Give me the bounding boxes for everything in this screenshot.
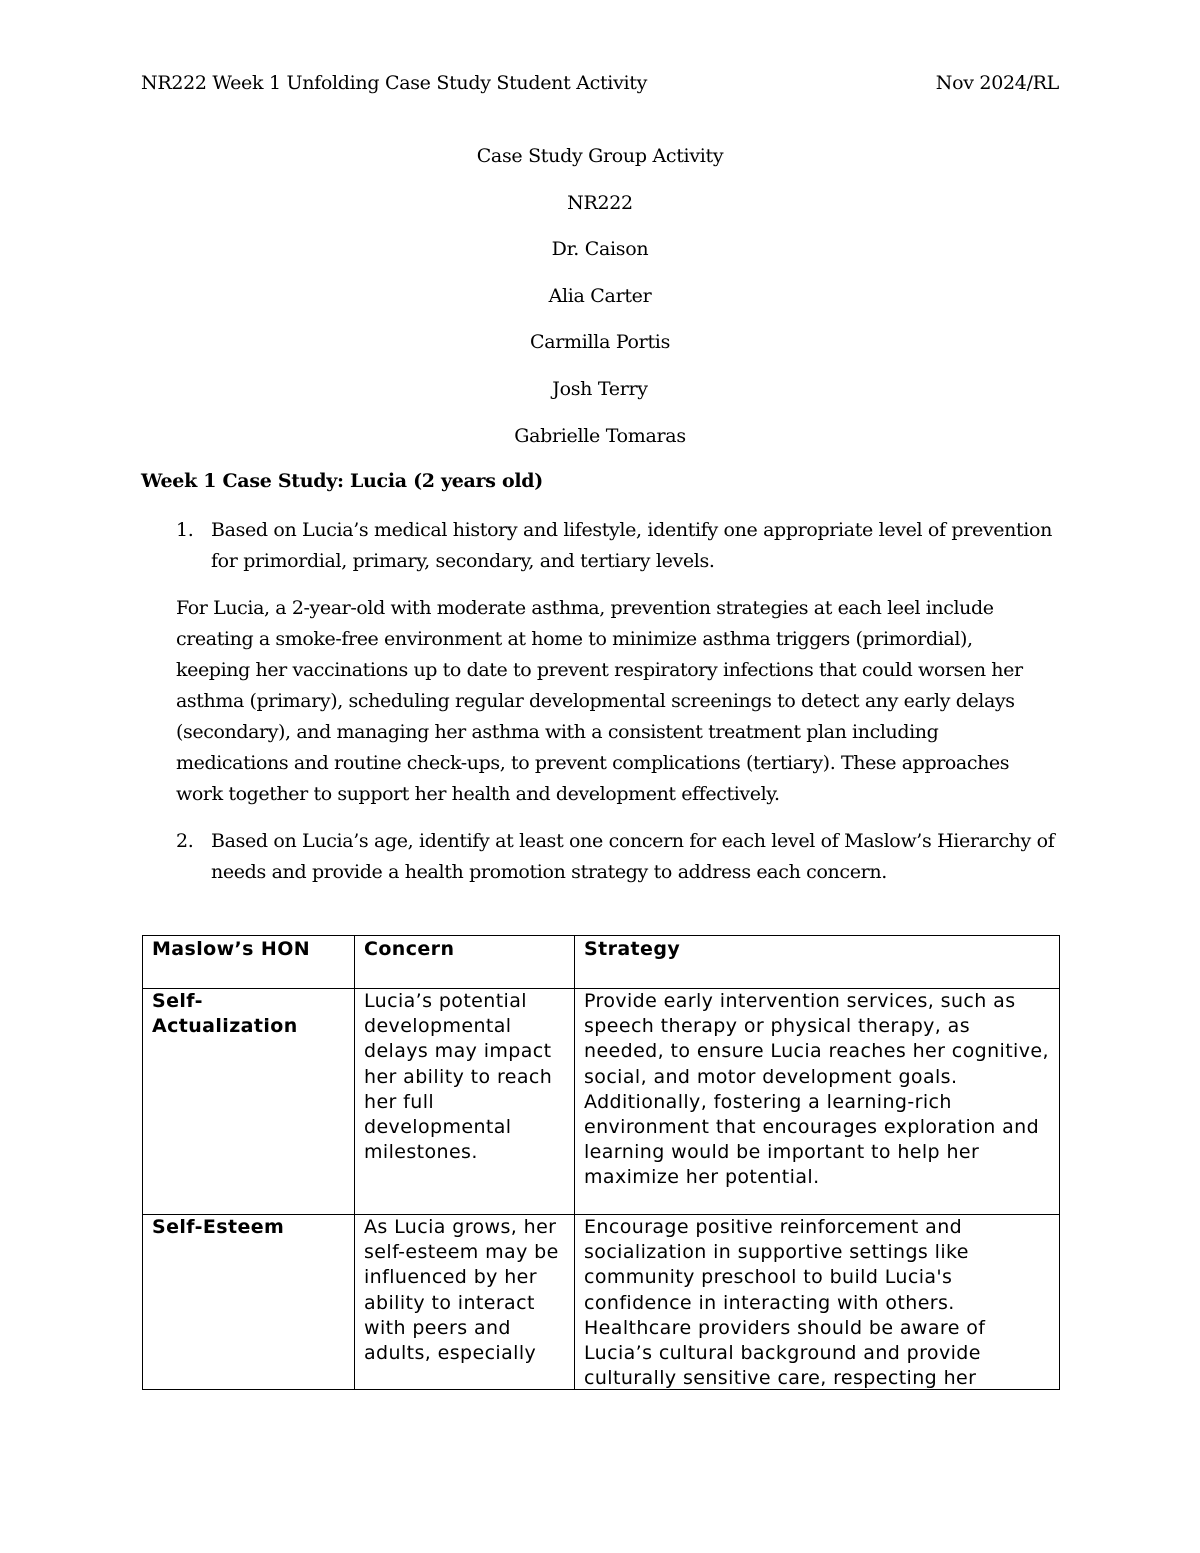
student-name: Gabrielle Tomaras — [514, 424, 686, 447]
header-date-code: Nov 2024/RL — [935, 72, 1059, 94]
question-1 — [176, 515, 1056, 577]
question-2 — [176, 826, 1056, 888]
activity-title: Case Study Group Activity — [476, 145, 724, 167]
student-name: Carmilla Portis — [529, 331, 671, 354]
page-header — [141, 72, 1059, 102]
table-row — [143, 1215, 1060, 1392]
header-course-title: NR222 Week 1 Unfolding Case Study Student Activity — [141, 72, 648, 94]
section-heading: Week 1 Case Study: Lucia (2 years old) — [141, 470, 543, 492]
column-header-maslow: Maslow’s HON — [143, 936, 355, 989]
strategy-cell: Encourage positive reinforcement and socialization in supportive settings like community preschool to build Lucia's confidence in interacting with others. Healthcare providers should be aware of Lucia’s cultural background and provide culturally sensitive care, respecting her — [575, 1215, 1060, 1392]
maslow-table — [142, 935, 1060, 1392]
title-block — [0, 142, 1200, 468]
table-header-row — [143, 936, 1060, 989]
column-header-concern: Concern — [355, 936, 575, 989]
column-header-strategy: Strategy — [575, 936, 1060, 989]
concern-cell: As Lucia grows, her self-esteem may be influenced by her ability to interact with peers and adults, especially — [355, 1215, 575, 1392]
maslow-level-cell: Self-Actualization — [143, 989, 355, 1215]
strategy-cell: Provide early intervention services, such as speech therapy or physical therapy, as needed, to ensure Lucia reaches her cognitive, social, and motor development goals. Additionally, fostering a learning-rich environment that encourages exploration and learning would be important to help her maximize her potential. — [575, 989, 1060, 1215]
page-cutoff — [140, 1390, 1065, 1450]
question-text: Based on Lucia’s medical history and lifestyle, identify one appropriate level of prevention for primordial, primary, secondary, and tertiary levels. — [211, 519, 1052, 572]
student-name: Josh Terry — [552, 377, 648, 400]
instructor-name: Dr. Caison — [551, 238, 649, 261]
maslow-level-cell: Self-Esteem — [143, 1215, 355, 1392]
concern-cell: Lucia’s potential developmental delays may impact her ability to reach her full developmental milestones. — [355, 989, 575, 1215]
table-row — [143, 989, 1060, 1215]
table-cutoff-border — [142, 1389, 1059, 1390]
student-name: Alia Carter — [548, 284, 652, 307]
answer-1: For Lucia, a 2-year-old with moderate asthma, prevention strategies at each leel include creating a smoke-free environment at home to minimize asthma triggers (primordial), keeping her vaccinations up to date to prevent respiratory infections that could worsen her asthma (primary), scheduling regular developmental screenings to detect any early delays (secondary), and managing her asthma with a consistent treatment plan including medications and routine check-ups, to prevent complications (tertiary). These approaches work together to support her health and development effectively. — [176, 597, 1023, 805]
question-text: Based on Lucia’s age, identify at least one concern for each level of Maslow’s Hierarchy of needs and provide a health promotion strategy to address each concern. — [211, 830, 1055, 883]
question-number: 2. — [176, 830, 194, 852]
question-number: 1. — [176, 519, 194, 541]
course-code: NR222 — [567, 191, 633, 214]
